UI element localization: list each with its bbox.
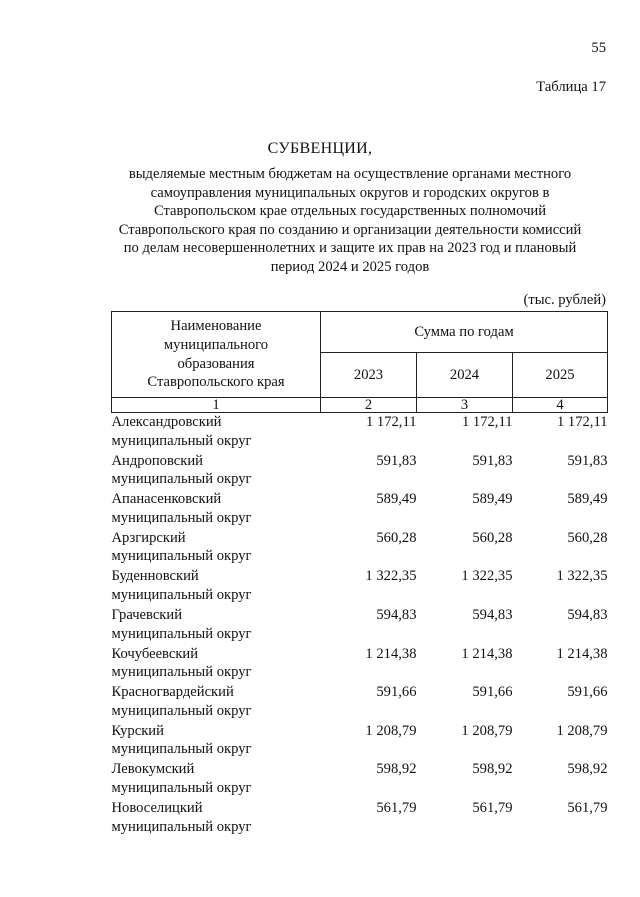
municipality-type: муниципальный округ — [111, 471, 252, 488]
amount-2024: 594,83 — [472, 606, 513, 623]
municipality-name: Курский — [111, 722, 164, 739]
column-number: 2 — [321, 398, 417, 413]
subtitle-line: выделяемые местным бюджетам на осуществление органами местного — [128, 166, 572, 182]
column-number: 3 — [417, 398, 513, 413]
amount-2024: 1 208,79 — [461, 722, 513, 739]
document-subtitle — [110, 165, 590, 277]
municipality-name-cell — [112, 567, 321, 606]
amount-2024: 560,28 — [472, 529, 513, 546]
amount-2024: 591,66 — [472, 684, 513, 701]
municipality-type: муниципальный округ — [111, 664, 252, 681]
amount-2024: 1 322,35 — [461, 568, 513, 585]
year-header-2023: 2023 — [321, 353, 417, 398]
amount-2023: 1 172,11 — [365, 414, 417, 430]
amount-2023: 598,92 — [376, 761, 417, 778]
table-row — [112, 683, 608, 722]
table-row — [112, 567, 608, 606]
municipality-name-cell — [112, 799, 321, 838]
column-number: 4 — [513, 398, 608, 413]
amount-2024: 1 214,38 — [461, 645, 513, 662]
subtitle-line: период 2024 и 2025 годов — [270, 258, 430, 275]
unit-label: (тыс. рублей) — [523, 292, 606, 308]
table-row — [112, 799, 608, 838]
municipality-type: муниципальный округ — [111, 779, 252, 796]
table-row — [112, 452, 608, 491]
amount-2025: 1 322,35 — [556, 568, 608, 585]
subtitle-line: Ставропольском крае отдельных государственных полномочий — [153, 203, 547, 220]
table-header — [112, 312, 608, 413]
amount-2025: 1 208,79 — [556, 722, 608, 739]
subtitle-line: Ставропольского края по созданию и организации деятельности комиссий — [118, 221, 582, 238]
table-row — [112, 606, 608, 645]
amount-2025: 591,66 — [567, 684, 608, 701]
municipality-name: Левокумский — [111, 761, 195, 778]
amount-2023: 1 208,79 — [365, 722, 417, 739]
amount-2023: 560,28 — [376, 529, 417, 546]
amount-2024: 598,92 — [472, 761, 513, 778]
amount-2024: 589,49 — [472, 491, 513, 508]
amount-2025: 1 214,38 — [556, 645, 608, 662]
document-title: СУБВЕНЦИИ, — [267, 140, 373, 157]
amount-2023: 591,66 — [376, 684, 417, 701]
municipality-type: муниципальный округ — [111, 548, 252, 565]
table-row — [112, 490, 608, 529]
amount-2024: 1 172,11 — [461, 414, 513, 430]
amount-2025: 1 172,11 — [556, 414, 608, 430]
subtitle-line: по делам несовершеннолетних и защите их прав на 2023 год и плановый — [123, 240, 577, 257]
table-row — [112, 645, 608, 684]
amount-2023: 561,79 — [376, 799, 417, 816]
municipality-name-cell — [112, 413, 321, 452]
amount-2025: 560,28 — [567, 529, 608, 546]
amount-2023: 589,49 — [376, 491, 417, 508]
year-header-2025: 2025 — [513, 353, 608, 398]
amount-2025: 591,83 — [567, 452, 608, 469]
municipality-name-cell — [112, 529, 321, 568]
municipality-name-cell — [112, 683, 321, 722]
amount-2024: 561,79 — [472, 799, 513, 816]
table-row — [112, 722, 608, 761]
amount-2024: 591,83 — [472, 452, 513, 469]
municipality-name-cell — [112, 452, 321, 491]
municipality-name-cell — [112, 606, 321, 645]
municipality-name-cell — [112, 490, 321, 529]
amount-2023: 591,83 — [376, 452, 417, 469]
amount-2025: 594,83 — [567, 606, 608, 623]
amount-2025: 598,92 — [567, 761, 608, 778]
municipality-type: муниципальный округ — [111, 741, 252, 758]
year-header-2024: 2024 — [417, 353, 513, 398]
page-number: 55 — [591, 40, 606, 56]
table-row — [112, 413, 608, 452]
header-line: Ставропольского края — [147, 374, 285, 391]
municipality-column-header — [112, 312, 321, 398]
amount-2023: 1 214,38 — [365, 645, 417, 662]
municipality-name-cell — [112, 645, 321, 684]
municipality-name: Новоселицкий — [111, 799, 203, 816]
municipality-name: Апанасенковский — [111, 491, 222, 508]
municipality-name: Грачевский — [111, 606, 183, 623]
municipality-name-cell — [112, 722, 321, 761]
municipality-name: Андроповский — [111, 452, 203, 469]
municipality-name-cell — [112, 760, 321, 799]
municipality-type: муниципальный округ — [111, 509, 252, 526]
table-body — [112, 413, 608, 838]
municipality-type: муниципальный округ — [111, 818, 252, 835]
table-row — [112, 529, 608, 568]
municipality-name: Александровский — [111, 414, 222, 430]
subtitle-line: самоуправления муниципальных округов и городских округов в — [150, 184, 550, 201]
municipality-name: Арзгирский — [111, 529, 186, 546]
column-number: 1 — [112, 398, 321, 413]
subventions-table — [111, 311, 608, 838]
municipality-type: муниципальный округ — [111, 586, 252, 603]
municipality-name: Кочубеевский — [111, 645, 199, 662]
municipality-type: муниципальный округ — [111, 702, 252, 719]
municipality-type: муниципальный округ — [111, 432, 252, 449]
amount-2023: 1 322,35 — [365, 568, 417, 585]
header-line: муниципального — [163, 336, 269, 353]
sum-by-years-header: Сумма по годам — [321, 312, 608, 353]
municipality-name: Красногвардейский — [111, 684, 234, 701]
table-label: Таблица 17 — [536, 79, 606, 95]
municipality-name: Буденновский — [111, 568, 199, 585]
table-row — [112, 760, 608, 799]
amount-2025: 561,79 — [567, 799, 608, 816]
amount-2023: 594,83 — [376, 606, 417, 623]
header-line: Наименование — [170, 318, 262, 335]
header-line: образования — [177, 355, 255, 372]
amount-2025: 589,49 — [567, 491, 608, 508]
municipality-type: муниципальный округ — [111, 625, 252, 642]
